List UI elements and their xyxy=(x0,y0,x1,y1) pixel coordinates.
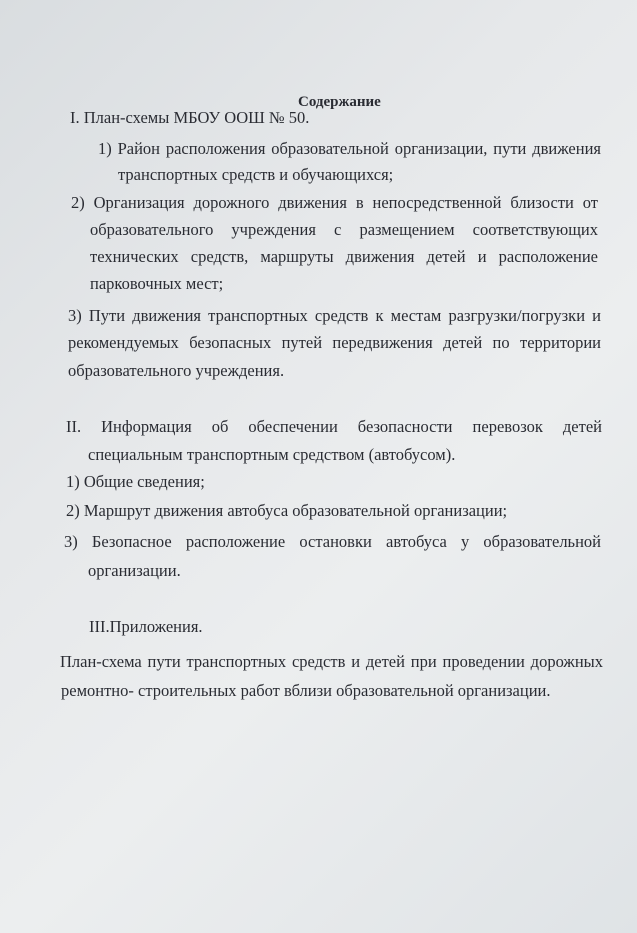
section-1-item-2-line-2: образовательного учреждения с размещением соответствующих xyxy=(90,220,598,239)
section-2-item-2: 2) Маршрут движения автобуса образовательной организации; xyxy=(66,501,508,520)
document-title: Содержание xyxy=(298,94,381,110)
section-3-text-line-2: ремонтно- строительных работ вблизи образовательной организации. xyxy=(61,681,551,700)
section-2-heading-line-2: специальным транспортным средством (автобусом). xyxy=(88,445,456,464)
section-2-item-3-line-1: 3) Безопасное расположение остановки автобуса у образовательной xyxy=(64,532,601,551)
section-1-item-3-line-3: образовательного учреждения. xyxy=(68,361,285,380)
section-1-item-1-line-1: 1) Район расположения образовательной организации, пути движения xyxy=(98,139,601,158)
section-1-item-3-line-2: рекомендуемых безопасных путей передвижения детей по территории xyxy=(68,333,601,352)
section-2-heading-line-1: II. Информация об обеспечении безопасности перевозок детей xyxy=(66,417,602,436)
section-2-item-3-line-2: организации. xyxy=(88,561,181,580)
section-3-text-line-1: План-схема пути транспортных средств и детей при проведении дорожных xyxy=(60,652,603,671)
section-1-heading: I. План-схемы МБОУ ООШ № 50. xyxy=(70,108,310,127)
section-1-item-2-line-3: технических средств, маршруты движения детей и расположение xyxy=(90,247,598,266)
section-1-item-2-line-4: парковочных мест; xyxy=(90,274,224,293)
section-1-item-2-line-1: 2) Организация дорожного движения в непосредственной близости от xyxy=(71,193,598,212)
section-1-item-1-line-2: транспортных средств и обучающихся; xyxy=(118,165,394,184)
section-3-heading: III.Приложения. xyxy=(89,617,203,636)
section-1-item-3-line-1: 3) Пути движения транспортных средств к местам разгрузки/погрузки и xyxy=(68,306,601,325)
section-2-item-1: 1) Общие сведения; xyxy=(66,472,205,491)
